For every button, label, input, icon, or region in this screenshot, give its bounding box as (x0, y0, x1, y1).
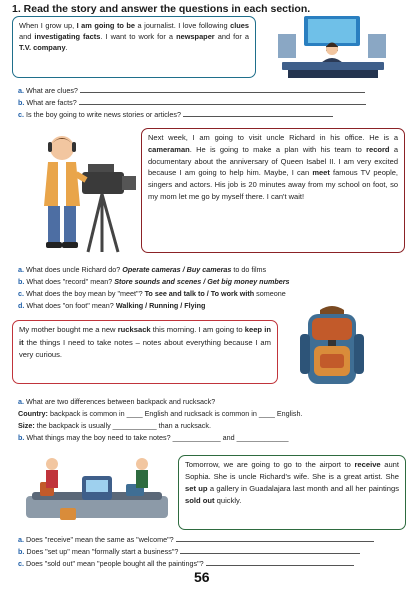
question-2d: d. What does "on foot" mean? Walking / Running / Flying (18, 301, 206, 310)
question-4a: a. Does "receive" mean the same as "welcome"? (18, 533, 374, 545)
answer-line[interactable] (183, 108, 333, 117)
question-1a: a. What are clues? (18, 84, 365, 96)
question-1c: c. Is the boy going to write news stories or articles? (18, 108, 333, 120)
story-box-journalist: When I grow up, I am going to be a journalist. I love following clues and investigating facts. I want to work for a newspaper and for a T.V. company. (12, 16, 256, 78)
airport-illustration (22, 452, 172, 528)
question-2b: b. What does "record" mean? Store sounds and scenes / Get big money numbers (18, 277, 290, 286)
cameraman-boy-illustration (22, 128, 142, 256)
page-title: 1. Read the story and answer the questions in each section. (12, 3, 311, 15)
story-box-cameraman: Next week, I am going to visit uncle Richard in his office. He is a cameraman. He is going to make a plan with his team to record a documentary about the anniversary of Queen Isabel II. I am very excited because I am going to help him. Maybe, I can meet famous TV people, singers and actors. His job is 20 minutes away from my school on foot, so my mom let me go by myself there. I can't wait! (141, 128, 405, 253)
answer-line[interactable] (80, 84, 365, 93)
question-2c: c. What does the boy mean by "meet"? To see and talk to / To work with someone (18, 289, 286, 298)
rucksack-illustration (294, 304, 370, 390)
answer-line[interactable] (79, 96, 366, 105)
story-box-rucksack: My mother bought me a new rucksack this morning. I am going to keep in it the things I need to take notes – notes about everything because I am very curious. (12, 320, 278, 384)
answer-line[interactable] (206, 557, 354, 566)
answer-line[interactable] (180, 545, 360, 554)
question-3a: a. What are two differences between backpack and rucksack? (18, 397, 216, 406)
question-4c: c. Does "sold out" mean "people bought all the paintings"? (18, 557, 354, 569)
question-1b: b. What are facts? (18, 96, 366, 108)
question-3b: b. What things may the boy need to take notes? ____________ and _____________ (18, 433, 289, 442)
page-number: 56 (194, 569, 210, 585)
story-box-airport: Tomorrow, we are going to go to the airport to receive aunt Sophia. She is uncle Richard's wife. She is a great artist. She set up a gallery in Guadalajara last month and all her paintings sold out quickly. (178, 455, 406, 530)
news-anchor-illustration (268, 14, 398, 80)
question-3-size: Size: the backpack is usually ___________ than a rucksack. (18, 421, 211, 430)
question-3-country: Country: backpack is common in ____ English and rucksack is common in ____ English. (18, 409, 303, 418)
question-2a: a. What does uncle Richard do? Operate cameras / Buy cameras to do films (18, 265, 267, 274)
question-4b: b. Does "set up" mean "formally start a business"? (18, 545, 360, 557)
answer-line[interactable] (176, 533, 374, 542)
